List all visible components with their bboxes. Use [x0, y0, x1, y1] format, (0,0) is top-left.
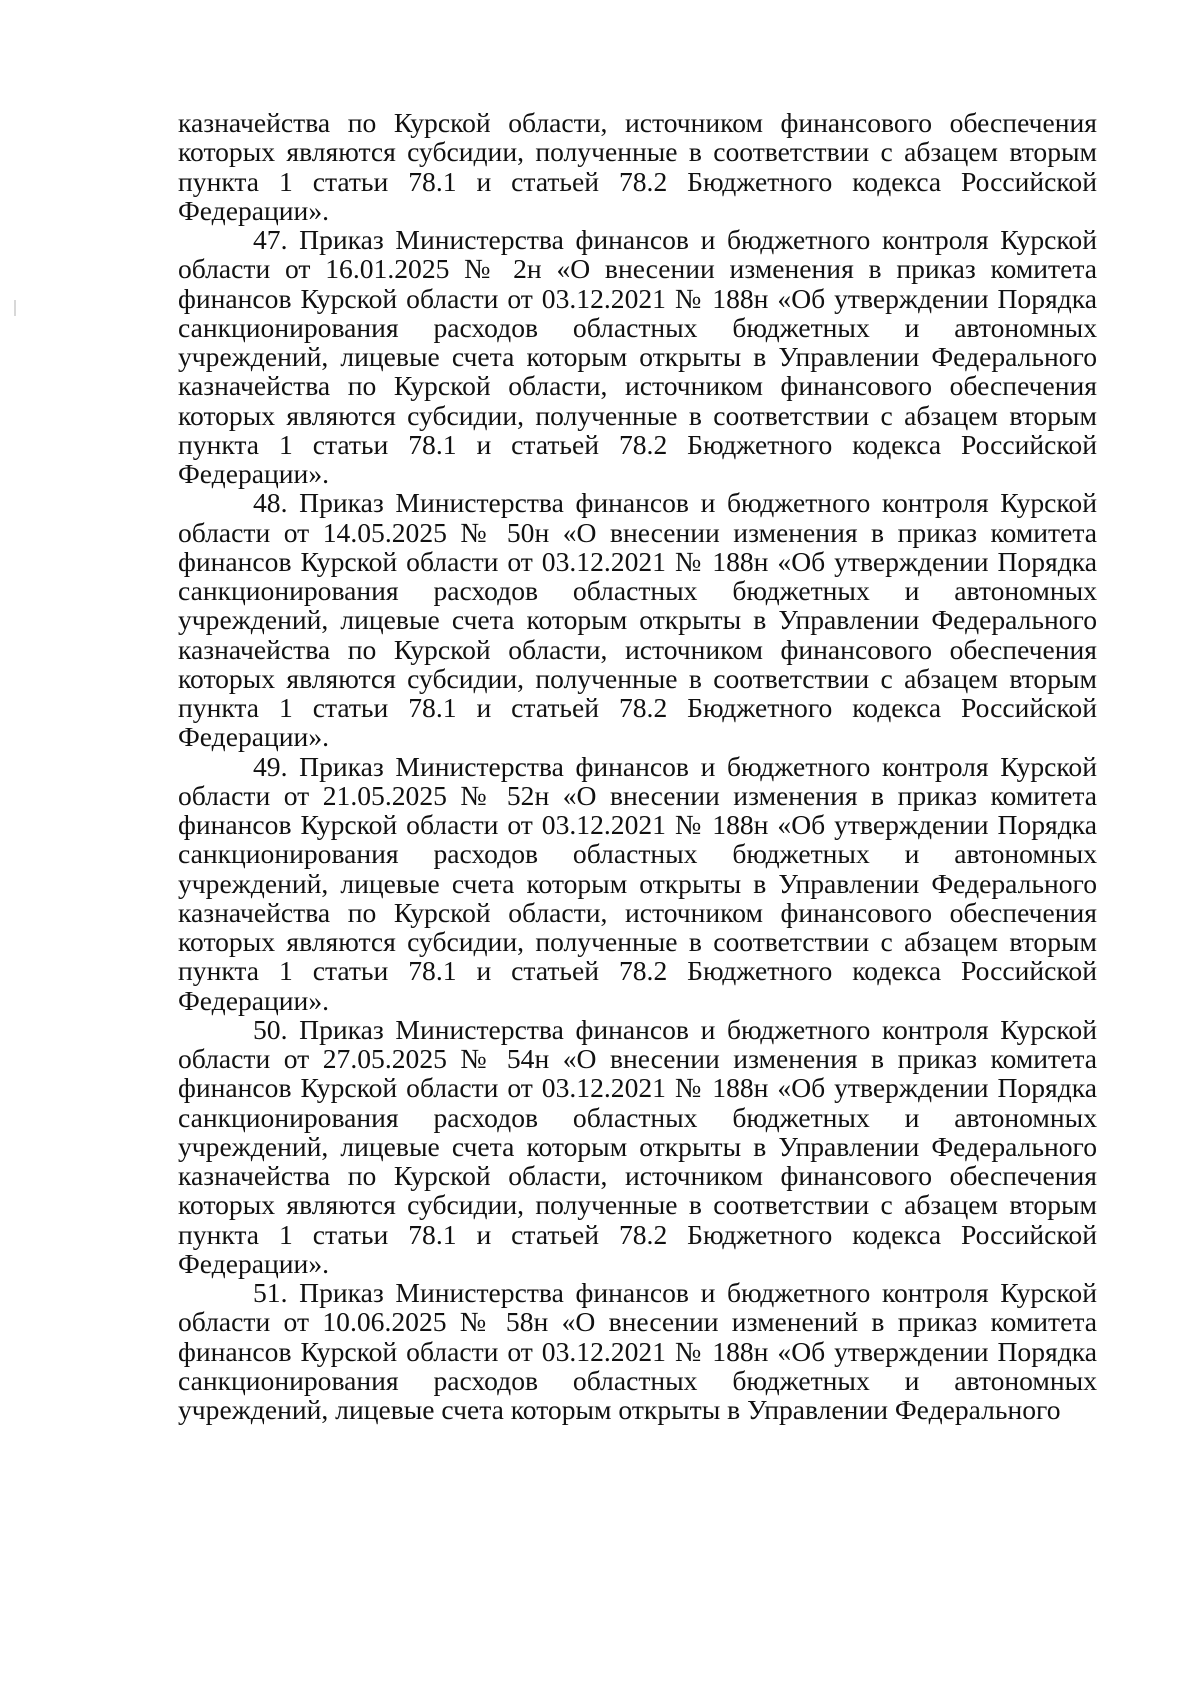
paragraph-item-48: 48. Приказ Министерства финансов и бюджетного контроля Курской области от 14.05.2025 № 50н «О внесении изменения в приказ комитета финансов Курской области от 03.12.2021 № 188н «Об утверждении Порядка санкционирования расходов областных бюджетных и автономных учреждений, лицевые счета которым открыты в Управлении Федерального казначейства по Курской области, источником финансового обеспечения которых являются субсидии, полученные в соответствии с абзацем вторым пункта 1 статьи 78.1 и статьей 78.2 Бюджетного кодекса Российской Федерации».: [178, 487, 1097, 753]
paragraph-item-50: 50. Приказ Министерства финансов и бюджетного контроля Курской области от 27.05.2025 № 54н «О внесении изменения в приказ комитета финансов Курской области от 03.12.2021 № 188н «Об утверждении Порядка санкционирования расходов областных бюджетных и автономных учреждений, лицевые счета которым открыты в Управлении Федерального казначейства по Курской области, источником финансового обеспечения которых являются субсидии, полученные в соответствии с абзацем вторым пункта 1 статьи 78.1 и статьей 78.2 Бюджетного кодекса Российской Федерации».: [178, 1013, 1097, 1279]
paragraph-item-51: 51. Приказ Министерства финансов и бюджетного контроля Курской области от 10.06.2025 № 58н «О внесении изменений в приказ комитета финансов Курской области от 03.12.2021 № 188н «Об утверждении Порядка санкционирования расходов областных бюджетных и автономных учреждений, лицевые счета которым открыты в Управлении Федерального: [178, 1277, 1097, 1425]
paragraph-item-47: 47. Приказ Министерства финансов и бюджетного контроля Курской области от 16.01.2025 № 2н «О внесении изменения в приказ комитета финансов Курской области от 03.12.2021 № 188н «Об утверждении Порядка санкционирования расходов областных бюджетных и автономных учреждений, лицевые счета которым открыты в Управлении Федерального казначейства по Курской области, источником финансового обеспечения которых являются субсидии, полученные в соответствии с абзацем вторым пункта 1 статьи 78.1 и статьей 78.2 Бюджетного кодекса Российской Федерации».: [178, 224, 1097, 489]
paragraph-item-49: 49. Приказ Министерства финансов и бюджетного контроля Курской области от 21.05.2025 № 52н «О внесении изменения в приказ комитета финансов Курской области от 03.12.2021 № 188н «Об утверждении Порядка санкционирования расходов областных бюджетных и автономных учреждений, лицевые счета которым открыты в Управлении Федерального казначейства по Курской области, источником финансового обеспечения которых являются субсидии, полученные в соответствии с абзацем вторым пункта 1 статьи 78.1 и статьей 78.2 Бюджетного кодекса Российской Федерации».: [178, 750, 1097, 1016]
scan-artifact-mark: [14, 300, 16, 316]
paragraph-continuation: казначейства по Курской области, источником финансового обеспечения которых являются субсидии, полученные в соответствии с абзацем вторым пункта 1 статьи 78.1 и статьей 78.2 Бюджетного кодекса Российской Федерации».: [178, 107, 1097, 226]
document-page: [178, 108, 1097, 1424]
